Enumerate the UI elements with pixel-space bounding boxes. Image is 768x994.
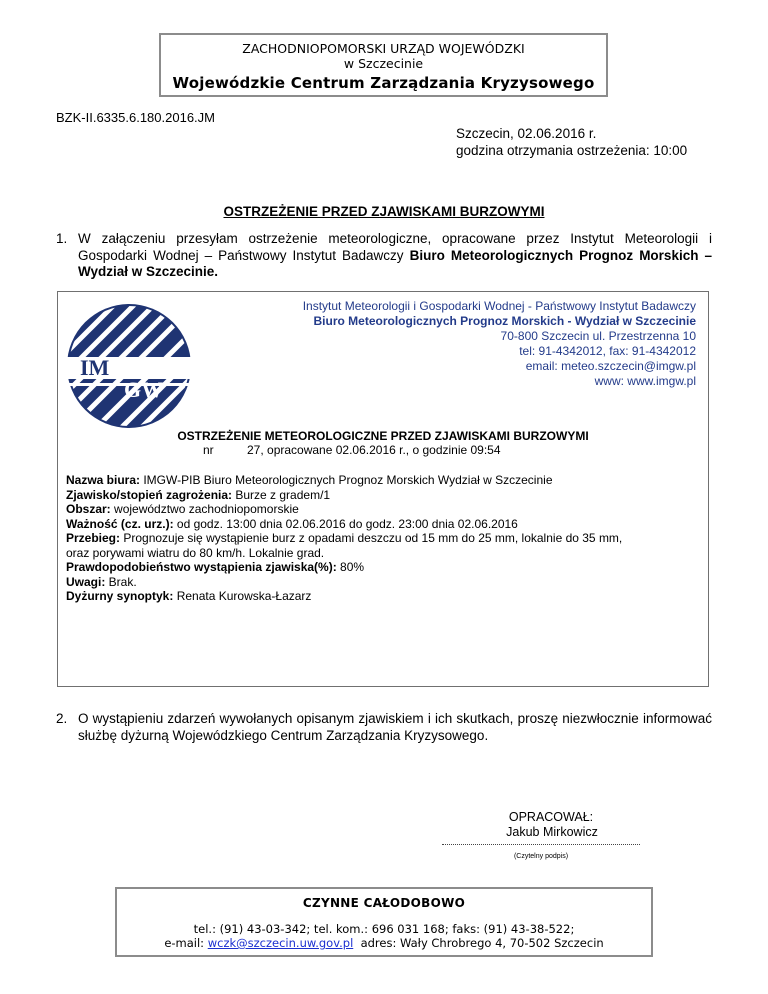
field-row [66,517,622,532]
institute-email[interactable]: email: meteo.szczecin@imgw.pl [525,359,696,373]
received-time: godzina otrzymania ostrzeżenia: 10:00 [456,143,688,158]
institute-name: Instytut Meteorologii i Gospodarki Wodnej - Państwowy Instytut Badawczy [302,299,696,313]
email-link[interactable]: wczk@szczecin.uw.gov.pl [207,936,354,950]
field-label: Przebieg: [66,531,121,545]
warning-title: OSTRZEŻENIE METEOROLOGICZNE PRZED ZJAWISKAMI BURZOWYMI [177,429,589,443]
field-row [66,531,622,546]
institute-phone: tel: 91-4342012, fax: 91-4342012 [519,344,696,358]
field-label: Uwagi: [66,574,106,589]
field-row [66,502,622,517]
field-row [66,575,622,590]
paragraph-text: O wystąpieniu zdarzeń wywołanych opisanym zjawiskiem i ich skutkach, proszę niezwłocznie informować służbę dyżurną Wojewódzkiego Centrum Zarządzania Kryzysowego. [78,711,712,743]
field-value: Renata Kurowska-Łazarz [173,589,312,603]
email-label: e-mail: [164,936,208,950]
field-label: Prawdopodobieństwo wystąpienia zjawiska(%): [66,560,337,574]
bureau-name: Biuro Meteorologicznych Prognoz Morskich - Wydział w Szczecinie [313,314,696,328]
prepared-label: OPRACOWAŁ: [508,810,594,824]
signature-caption: (Czytelny podpis) [513,853,569,860]
nr-text: 27, opracowane 02.06.2016 r., o godzinie 09:54 [247,443,501,457]
office-city: w Szczecinie [343,56,424,71]
nr-label: nr [203,443,214,457]
paragraph-2 [56,711,712,744]
contact-heading: CZYNNE CAŁODOBOWO [302,896,466,910]
signature-line [442,838,640,845]
field-label: Dyżurny synoptyk: [66,589,174,603]
field-row [66,560,622,575]
field-value: Burze z gradem/1 [232,487,331,502]
field-value: od godz. 13:00 dnia 02.06.2016 do godz. 23:00 dnia 02.06.2016 [173,516,518,531]
field-label: Ważność (cz. urz.): [66,516,174,531]
contact-box [115,887,653,957]
imgw-logo [66,303,192,429]
warning-fields [66,473,622,604]
paragraph-text: W załączeniu przesyłam ostrzeżenie meteorologiczne, opracowane przez Instytut Meteorologii i Gospodarki Wodnej – Państwowy Instytut Badawczy [78,231,712,263]
field-row [66,546,622,561]
field-label: Zjawisko/stopień zagrożenia: [66,487,233,502]
institute-info [303,299,696,389]
paragraph-1 [56,231,712,281]
paragraph-number: 1. [56,231,68,246]
field-value: Prognozuje się wystąpienie burz z opadami deszczu od 15 mm do 25 mm, lokalnie do 35 mm, [120,531,623,545]
field-label: Obszar: [66,502,111,516]
field-value: 80% [336,560,365,574]
document-title: OSTRZEŻENIE PRZED ZJAWISKAMI BURZOWYMI [223,204,545,219]
reference-number: BZK-II.6335.6.180.2016.JM [56,110,215,125]
logo-text-im: IM [80,355,110,380]
field-value: województwo zachodniopomorskie [110,502,299,516]
address-text: adres: Wały Chrobrego 4, 70-502 Szczecin [353,936,604,950]
contact-phones: tel.: (91) 43-03-342; tel. kom.: 696 031 168; faks: (91) 43-38-522; [193,922,575,936]
logo-text-gw: GW [124,377,164,402]
field-row [66,488,622,503]
field-value: oraz porywami wiatru do 80 km/h. Lokalnie grad. [66,545,325,560]
paragraph-bold-text: Biuro Meteorologicznych Prognoz Morskich – Wydział w Szczecinie. [78,247,712,279]
office-name: ZACHODNIOPOMORSKI URZĄD WOJEWÓDZKI [242,41,525,56]
field-row [66,473,622,488]
paragraph-number: 2. [56,711,68,726]
warning-number [203,443,501,457]
preparer-name: Jakub Mirkowicz [506,825,598,839]
institute-address: 70-800 Szczecin ul. Przestrzenna 10 [500,329,696,343]
header-box [159,33,608,97]
date-block [456,125,687,159]
contact-email-address [117,936,651,951]
field-row [66,589,622,604]
center-name: Wojewódzkie Centrum Zarządzania Kryzysowego [172,74,595,92]
field-value: IMGW-PIB Biuro Meteorologicznych Prognoz Morskich Wydział w Szczecinie [140,473,553,487]
place-date: Szczecin, 02.06.2016 r. [456,126,597,141]
institute-www[interactable]: www: www.imgw.pl [594,374,696,388]
field-value: Brak. [105,574,137,589]
imgw-warning-box [57,291,709,687]
field-label: Nazwa biura: [66,473,141,487]
